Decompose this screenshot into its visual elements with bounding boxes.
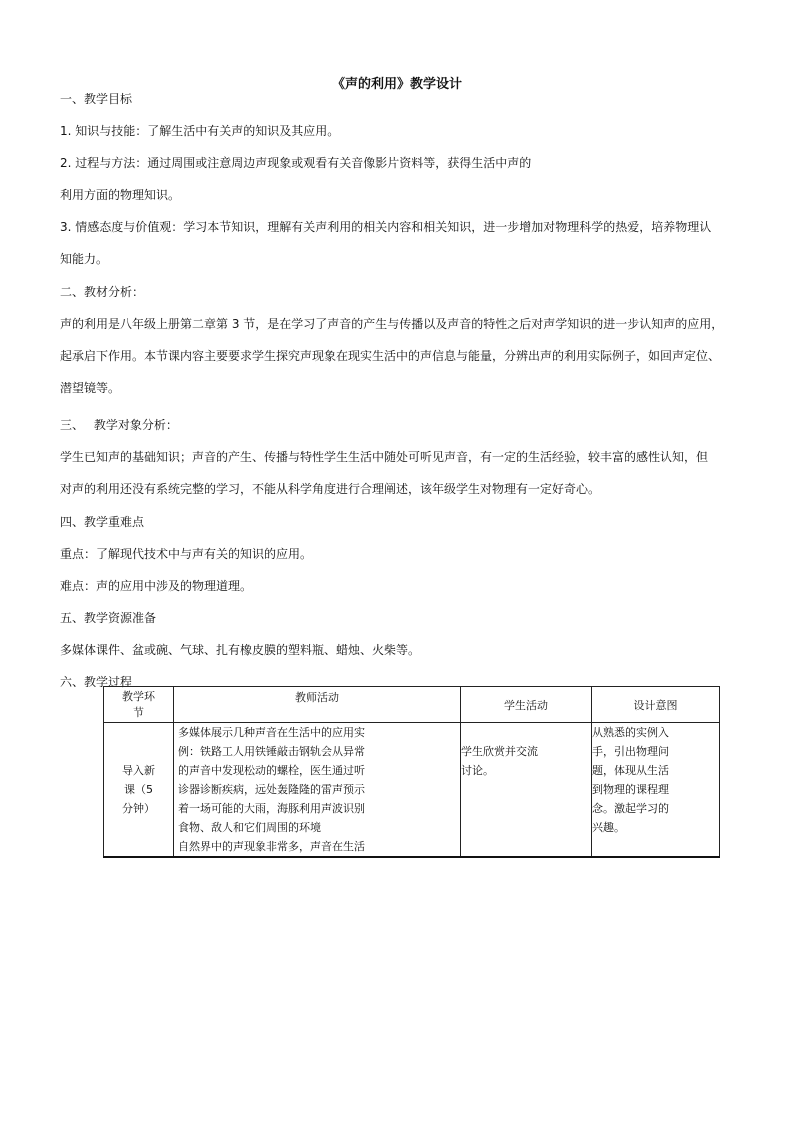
design-line: 兴趣。: [592, 821, 625, 834]
section-heading-objectives: 一、教学目标: [60, 92, 133, 106]
objective-process-line2: 利用方面的物理知识。: [60, 188, 181, 202]
teacher-line: 例：铁路工人用铁锤敲击钢轨会从异常: [178, 745, 365, 758]
stage-line2: 课（5: [124, 783, 153, 796]
teacher-line: 自然界中的声现象非常多，声音在生活: [178, 840, 365, 853]
table-row: [104, 723, 720, 858]
header-design: 设计意图: [592, 687, 720, 723]
objective-process-line1: 2. 过程与方法：通过周围或注意周边声现象或观看有关音像影片资料等，获得生活中声的: [60, 156, 532, 170]
teacher-line: 着一场可能的大雨，海豚利用声波识别: [178, 802, 365, 815]
objective-attitude-line1: 3. 情感态度与价值观：学习本节知识，理解有关声利用的相关内容和相关知识，进一步增加对物理科学的热爱，培养物理认: [60, 220, 712, 234]
section-heading-keypoints: 四、教学重难点: [60, 515, 145, 529]
material-para-line3: 潜望镜等。: [60, 381, 121, 395]
design-line: 念。激起学习的: [592, 802, 669, 815]
document-title: 《声的利用》教学设计: [331, 77, 462, 92]
material-para-line1: 声的利用是八年级上册第二章第 3 节，是在学习了声音的产生与传播以及声音的特性之后对声学知识的进一步认知声的应用，: [60, 317, 724, 331]
section-heading-resources: 五、教学资源准备: [60, 611, 157, 625]
teacher-line: 食物、敌人和它们周围的环境: [178, 821, 321, 834]
header-teacher: 教师活动: [174, 687, 461, 723]
student-line: 讨论。: [461, 764, 494, 777]
student-activity-cell: [461, 723, 592, 858]
students-para-line2: 对声的利用还没有系统完整的学习，不能从科学角度进行合理阐述，该年级学生对物理有一定好奇心。: [60, 482, 601, 496]
header-stage: [104, 687, 174, 723]
students-para-line1: 学生已知声的基础知识；声音的产生、传播与特性学生生活中随处可听见声音，有一定的生活经验，较丰富的感性认知，但: [60, 450, 709, 464]
section-heading-material: 二、教材分析：: [60, 285, 145, 299]
teacher-line: 多媒体展示几种声音在生活中的应用实: [178, 726, 365, 739]
header-stage-line1: 教学环: [122, 689, 155, 703]
student-line: 学生欣赏并交流: [461, 745, 538, 758]
stage-cell: [104, 723, 174, 858]
objective-knowledge: 1. 知识与技能：了解生活中有关声的知识及其应用。: [60, 124, 340, 138]
resources-para: 多媒体课件、盆或碗、气球、扎有橡皮膜的塑料瓶、蜡烛、火柴等。: [60, 643, 421, 657]
design-line: 手，引出物理问: [592, 745, 669, 758]
design-intent-cell: [592, 723, 720, 858]
section-heading-students: 三、 教学对象分析：: [60, 418, 178, 432]
design-line: 从熟悉的实例入: [592, 726, 669, 739]
stage-line1: 导入新: [122, 764, 155, 777]
header-student: 学生活动: [461, 687, 592, 723]
table-header-row: [104, 687, 720, 723]
objective-attitude-line2: 知能力。: [60, 252, 109, 266]
teaching-process-table: [103, 686, 720, 858]
stage-line3: 分钟）: [122, 802, 155, 815]
header-stage-line2: 节: [133, 705, 144, 719]
material-para-line2: 起承启下作用。本节课内容主要要求学生探究声现象在现实生活中的声信息与能量，分辨出声的利用实际例子，如回声定位、: [60, 349, 721, 363]
teacher-activity-cell: [174, 723, 461, 858]
design-line: 题，体现从生活: [592, 764, 669, 777]
keypoint-focus: 重点：了解现代技术中与声有关的知识的应用。: [60, 547, 313, 561]
design-line: 到物理的课程理: [592, 783, 669, 796]
teacher-line: 诊器诊断疾病，远处轰隆隆的雷声预示: [178, 783, 365, 796]
teacher-line: 的声音中发现松动的螺栓，医生通过听: [178, 764, 365, 777]
keypoint-difficulty: 难点：声的应用中涉及的物理道理。: [60, 579, 253, 593]
section-heading-process: 六、教学过程: [60, 675, 133, 689]
